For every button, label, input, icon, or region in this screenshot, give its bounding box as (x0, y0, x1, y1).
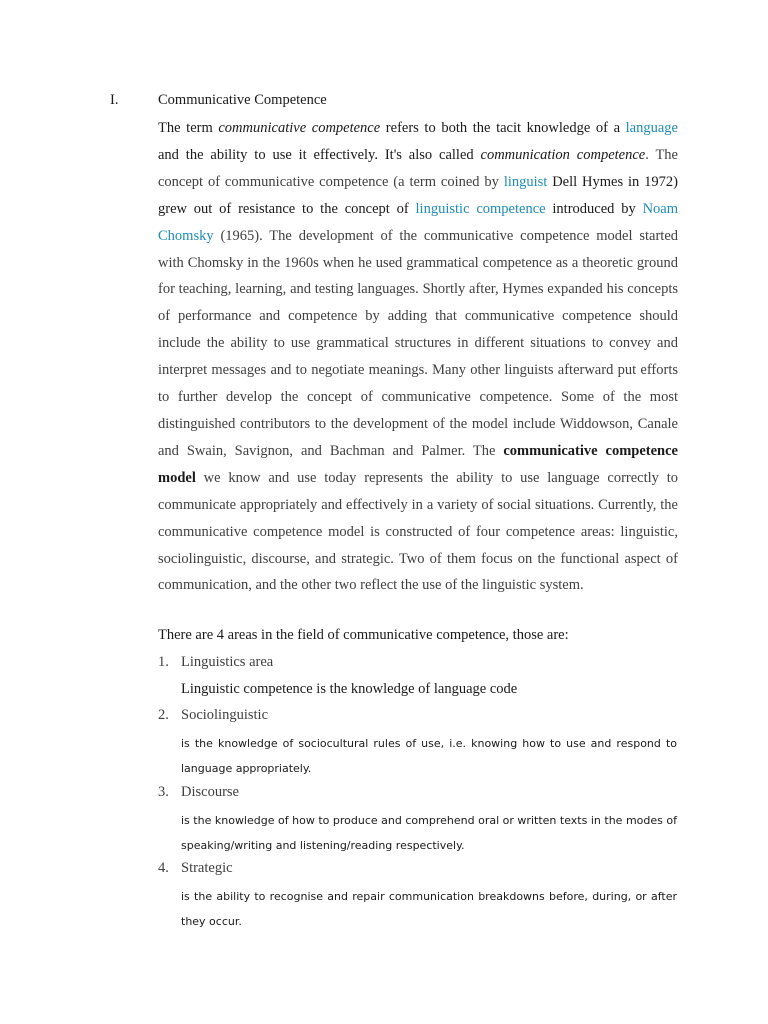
list-intro: There are 4 areas in the field of communicative competence, those are: (158, 627, 569, 643)
paragraph-text: The term (158, 120, 219, 136)
paragraph-text: . The concept of communicative competence (a term coined by (158, 146, 678, 190)
list-item-number: 4. (158, 860, 169, 876)
list-item-number: 3. (158, 784, 169, 800)
link-noam-chomsky[interactable]: Noam Chomsky (158, 200, 678, 244)
section-number: I. (110, 92, 119, 108)
list-item-number: 1. (158, 654, 169, 670)
paragraph-text: (1965). The development of the communicative competence model started with Chomsky in the 1960s when he used grammatical competence as a theoretic ground for teaching, learning, and testing languages. Shortly after, Hymes expanded his concepts of performance and competence by adding that communicative competence should include the ability to use grammatical structures in different situations to convey and interpret messages and to negotiate meanings. Many other linguists afterward put efforts to further develop the concept of communicative competence. Some of the most distinguished contributors to the development of the model include Widdowson, Canale and Swain, Savignon, and Bachman and Palmer. The (158, 227, 678, 459)
list-item-description: Linguistic competence is the knowledge of language code (181, 681, 518, 697)
link-language[interactable]: language (625, 120, 678, 136)
link-linguist[interactable]: linguist (503, 173, 548, 190)
body-paragraph (158, 115, 678, 599)
list-item-label: Discourse (181, 784, 239, 800)
list-item-label: Sociolinguistic (181, 707, 268, 723)
paragraph-text: Dell Hymes in 1972) grew out of resistance to the concept of (158, 173, 678, 217)
paragraph-text: refers to both the tacit knowledge of a (380, 120, 626, 136)
list-item-number: 2. (158, 707, 169, 723)
bold-term: communicative competence model (158, 442, 678, 486)
section-heading (0, 92, 768, 114)
emphasis-term: communication competence (480, 146, 646, 163)
list-item-description: is the knowledge of sociocultural rules of use, i.e. knowing how to use and respond to language appropriately. (181, 737, 677, 775)
paragraph-text: introduced by (545, 200, 643, 217)
paragraph-text: and the ability to use it effectively. It's also called (158, 146, 481, 163)
list-item-description: is the knowledge of how to produce and comprehend oral or written texts in the modes of speaking/writing and listening/reading respectively. (181, 814, 677, 852)
list-item-label: Strategic (181, 860, 233, 876)
paragraph-text: we know and use today represents the ability to use language correctly to communicate appropriately and effectively in a variety of social situations. Currently, the communicative competence model is constructed of four competence areas: linguistic, sociolinguistic, discourse, and strategic. Two of them focus on the functional aspect of communication, and the other two reflect the use of the linguistic system. (158, 469, 678, 594)
list-item-description: is the ability to recognise and repair communication breakdowns before, during, or after they occur. (181, 890, 677, 928)
emphasis-term: communicative competence (218, 120, 381, 136)
link-linguistic-competence[interactable]: linguistic competence (415, 200, 546, 217)
list-item-label: Linguistics area (181, 654, 274, 670)
section-title: Communicative Competence (158, 92, 327, 108)
